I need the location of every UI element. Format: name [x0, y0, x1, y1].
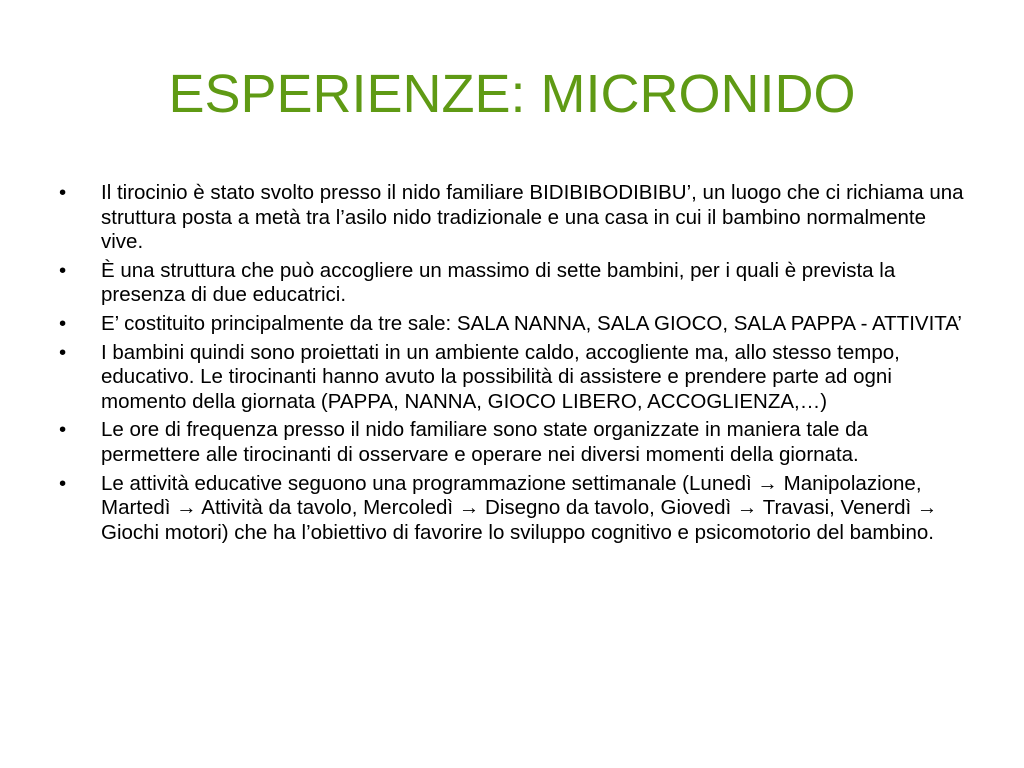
thursday-activity: Travasi, Venerdì	[762, 496, 912, 520]
arrow-right-icon: →	[458, 496, 480, 520]
bullet-item-4	[59, 341, 969, 415]
bullet-icon: •	[59, 340, 67, 364]
bullet-icon: •	[59, 311, 67, 335]
bullet-text-4: I bambini quindi sono proiettati in un ambiente caldo, accogliente ma, allo stesso tempo, educativo. Le tirocinanti hanno avuto la possibilità di assistere e prendere parte ad ogni momento della giornata (PAPPA, NANNA, GIOCO LIBERO, ACCOGLIENZA,…)	[101, 340, 900, 413]
arrow-right-icon: →	[736, 496, 758, 520]
arrow-right-icon: →	[176, 496, 197, 520]
bullet-item-5	[59, 418, 969, 467]
monday-activity: Manipolazione, Martedì	[101, 471, 922, 520]
bullet-icon: •	[59, 418, 67, 442]
bullet-item-2	[59, 259, 969, 308]
bullet-item-3	[59, 312, 969, 337]
arrow-right-icon: →	[916, 496, 938, 520]
bullet-item-1	[59, 181, 969, 255]
bullet-text-3: E’ costituito principalmente da tre sale: SALA NANNA, SALA GIOCO, SALA PAPPA - ATTIVITA’	[101, 311, 962, 335]
bullet-icon: •	[59, 471, 67, 495]
bullet-item-6	[59, 472, 969, 546]
bullet-text-2: È una struttura che può accogliere un massimo di sette bambini, per i quali è prevista la presenza di due educatrici.	[101, 258, 896, 307]
bullet-list	[59, 181, 969, 549]
wednesday-activity: Disegno da tavolo, Giovedì	[485, 496, 732, 520]
slide-title: ESPERIENZE: MICRONIDO	[168, 64, 856, 124]
tuesday-activity: Attività da tavolo, Mercoledì	[201, 496, 454, 520]
bullet-icon: •	[59, 181, 67, 204]
bullet-text-1: Il tirocinio è stato svolto presso il nido familiare BIDIBIBODIBIBU’, un luogo che ci richiama una struttura posta a metà tra l’asilo nido tradizionale e una casa in cui il bambino normalmente vive.	[101, 181, 964, 254]
bullet-text-6	[101, 472, 937, 544]
arrow-right-icon: →	[757, 471, 778, 495]
bullet-text-5: Le ore di frequenza presso il nido familiare sono state organizzate in maniera tale da permettere alle tirocinanti di osservare e operare nei diversi momenti della giornata.	[101, 418, 868, 466]
bullet-icon: •	[59, 258, 67, 282]
friday-activity: Giochi motori) che ha l’obiettivo di favorire lo sviluppo cognitivo e psicomotorio del bambino.	[101, 520, 934, 544]
weekly-schedule-intro: Le attività educative seguono una programmazione settimanale (Lunedì	[101, 471, 752, 495]
